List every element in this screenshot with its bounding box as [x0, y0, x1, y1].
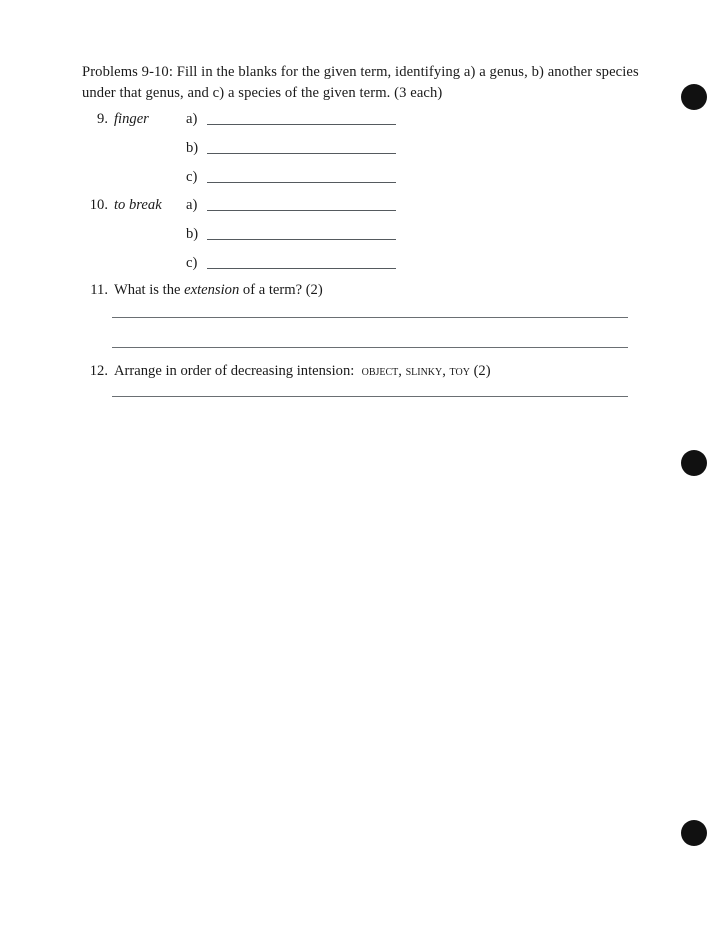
problem-12 — [82, 361, 652, 390]
problem-11-header — [82, 280, 652, 309]
problem-11-text-before: What is the — [114, 282, 185, 298]
problem-10-label-b: b) — [186, 226, 199, 242]
problem-11-question — [114, 280, 323, 300]
problem-9-blank-b[interactable] — [207, 153, 396, 154]
problem-11 — [82, 280, 652, 309]
problem-12-text-after: (2) — [469, 363, 491, 379]
problem-10-blank-c[interactable] — [207, 268, 396, 269]
problem-10 — [82, 195, 652, 271]
problem-12-text-before: Arrange in order of decreasing intension: — [114, 363, 362, 379]
problem-11-text-after: of a term? (2) — [239, 282, 323, 298]
problem-10-blank-a[interactable] — [207, 210, 396, 211]
problem-9-term: finger — [114, 111, 149, 127]
problem-9-blank-c[interactable] — [207, 182, 396, 183]
instructions-paragraph: Problems 9-10: Fill in the blanks for the given term, identifying a) a genus, b) another species under that genus, and c) a species of the given term. (3 each) — [82, 64, 639, 101]
problem-10-number: 10. — [89, 197, 108, 213]
hole-punch-icon-top — [681, 84, 707, 110]
problem-11-number: 11. — [90, 282, 108, 298]
problem-12-number: 12. — [89, 363, 108, 379]
problem-9-number: 9. — [97, 111, 108, 127]
hole-punch-icon-bottom — [681, 820, 707, 846]
problem-11-answer-line-2[interactable] — [112, 347, 628, 348]
problem-12-term-list: object, slinky, toy — [361, 363, 470, 379]
problem-11-italic-term: extension — [184, 282, 240, 298]
problem-11-answer-line-1[interactable] — [112, 317, 628, 318]
hole-punch-icon-middle — [681, 450, 707, 476]
problem-10-label-c: c) — [186, 255, 198, 271]
problem-12-question — [114, 361, 491, 381]
problem-10-term: to break — [114, 197, 162, 213]
problem-10-label-a: a) — [186, 197, 198, 213]
problem-9-label-b: b) — [186, 140, 199, 156]
problem-9 — [82, 109, 652, 185]
problem-9-label-c: c) — [186, 169, 198, 185]
problem-12-header — [82, 361, 652, 390]
problem-12-answer-line-1[interactable] — [112, 396, 628, 397]
problem-9-blank-a[interactable] — [207, 124, 396, 125]
problem-10-blank-b[interactable] — [207, 239, 396, 240]
problem-9-label-a: a) — [186, 111, 198, 127]
